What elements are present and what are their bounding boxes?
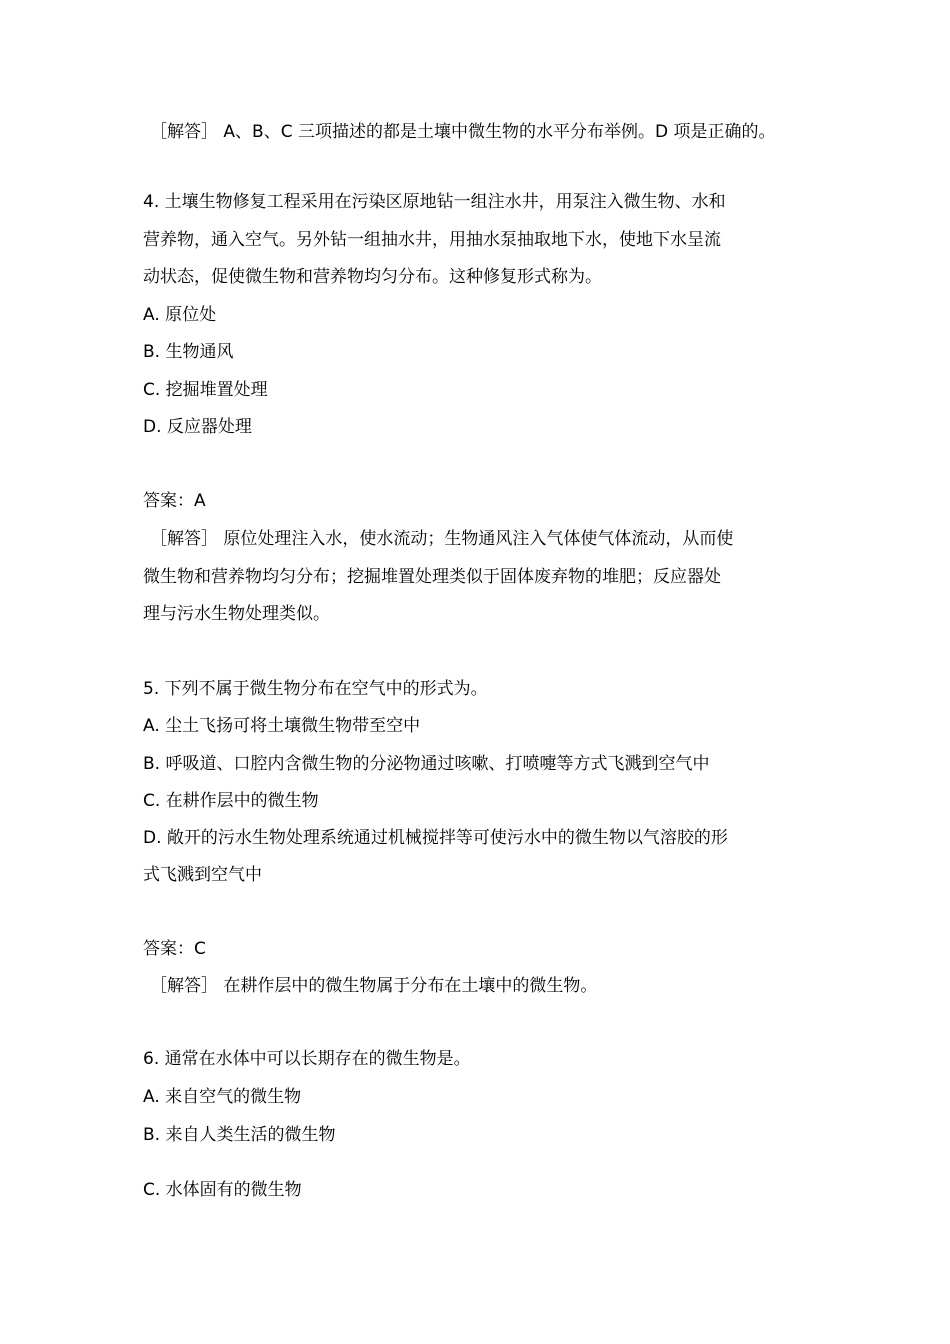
q6-option-a: A. 来自空气的微生物: [143, 1087, 302, 1107]
q5-stem: 5. 下列不属于微生物分布在空气中的形式为。: [143, 679, 488, 699]
q4-option-b: B. 生物通风: [143, 342, 234, 362]
q6-option-c: C. 水体固有的微生物: [143, 1180, 302, 1200]
q4-explanation-line-2: 微生物和营养物均匀分布；挖掘堆置处理类似于固体废弃物的堆肥；反应器处: [143, 567, 721, 587]
q5-option-b: B. 呼吸道、口腔内含微生物的分泌物通过咳嗽、打喷嚏等方式飞溅到空气中: [143, 754, 710, 774]
q5-option-d-line-1: D. 敞开的污水生物处理系统通过机械搅拌等可使污水中的微生物以气溶胶的形: [143, 828, 728, 848]
q4-explanation-line-3: 理与污水生物处理类似。: [143, 604, 330, 624]
q4-answer: 答案：A: [143, 491, 206, 511]
q4-stem-line-3: 动状态，促使微生物和营养物均匀分布。这种修复形式称为。: [143, 267, 602, 287]
q6-option-b: B. 来自人类生活的微生物: [143, 1125, 336, 1145]
q5-option-a: A. 尘土飞扬可将土壤微生物带至空中: [143, 716, 421, 736]
q5-answer: 答案：C: [143, 939, 206, 959]
q4-option-d: D. 反应器处理: [143, 417, 252, 437]
q3-explanation: ［解答］ A、B、C 三项描述的都是土壤中微生物的水平分布举例。D 项是正确的。: [150, 122, 776, 142]
q5-option-d-line-2: 式飞溅到空气中: [143, 865, 262, 885]
q4-explanation-line-1: ［解答］ 原位处理注入水，使水流动；生物通风注入气体使气体流动，从而使: [150, 529, 734, 549]
q4-option-c: C. 挖掘堆置处理: [143, 380, 268, 400]
q5-option-c: C. 在耕作层中的微生物: [143, 791, 319, 811]
q4-option-a: A. 原位处: [143, 305, 217, 325]
q4-stem-line-1: 4. 土壤生物修复工程采用在污染区原地钻一组注水井，用泵注入微生物、水和: [143, 192, 726, 212]
q5-explanation: ［解答］ 在耕作层中的微生物属于分布在土壤中的微生物。: [150, 976, 598, 996]
q6-stem: 6. 通常在水体中可以长期存在的微生物是。: [143, 1049, 471, 1069]
q4-stem-line-2: 营养物，通入空气。另外钻一组抽水井，用抽水泵抽取地下水，使地下水呈流: [143, 230, 721, 250]
